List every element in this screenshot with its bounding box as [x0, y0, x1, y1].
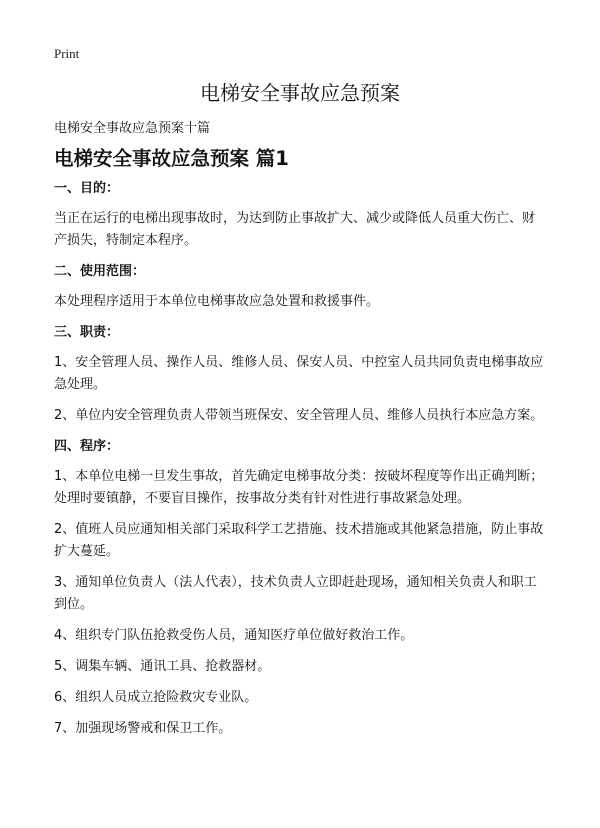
paragraph: 6、组织人员成立抢险救灾专业队。	[54, 690, 258, 705]
paragraph: 1、安全管理人员、操作人员、维修人员、保安人员、中控室人员共同负责电梯事故应急处理。	[54, 355, 544, 392]
document-body	[54, 118, 546, 749]
document-title: 电梯安全事故应急预案	[200, 81, 400, 105]
paragraph: 5、调集车辆、通讯工具、抢救器材。	[54, 659, 271, 674]
document-subtitle: 电梯安全事故应急预案十篇	[54, 121, 211, 136]
section-heading-purpose: 一、目的：	[54, 181, 120, 196]
paragraph: 1、本单位电梯一旦发生事故，首先确定电梯事故分类：按破坏程度等作出正确判断；处理时要镇静，不要盲目操作，按事故分类有针对性进行事故紧急处理。	[54, 469, 544, 506]
section-heading-procedure: 四、程序：	[54, 439, 120, 454]
paragraph: 7、加强现场警戒和保卫工作。	[54, 721, 232, 736]
chapter-heading: 电梯安全事故应急预案 篇1	[54, 147, 289, 170]
print-link[interactable]: Print	[54, 46, 80, 61]
paragraph: 3、通知单位负责人（法人代表），技术负责人立即赶赴现场，通知相关负责人和职工到位。	[54, 575, 537, 612]
section-heading-scope: 二、使用范围：	[54, 264, 146, 279]
paragraph: 当正在运行的电梯出现事故时，为达到防止事故扩大、减少或降低人员重大伤亡、财产损失，特制定本程序。	[54, 211, 536, 248]
paragraph: 2、单位内安全管理负责人带领当班保安、安全管理人员、维修人员执行本应急方案。	[54, 408, 544, 423]
paragraph: 4、组织专门队伍抢救受伤人员，通知医疗单位做好救治工作。	[54, 628, 414, 643]
paragraph: 2、值班人员应通知相关部门采取科学工艺措施、技术措施或其他紧急措施，防止事故扩大蔓延。	[54, 522, 544, 559]
section-heading-duties: 三、职责：	[54, 325, 120, 340]
paragraph: 本处理程序适用于本单位电梯事故应急处置和救援事件。	[54, 294, 380, 309]
